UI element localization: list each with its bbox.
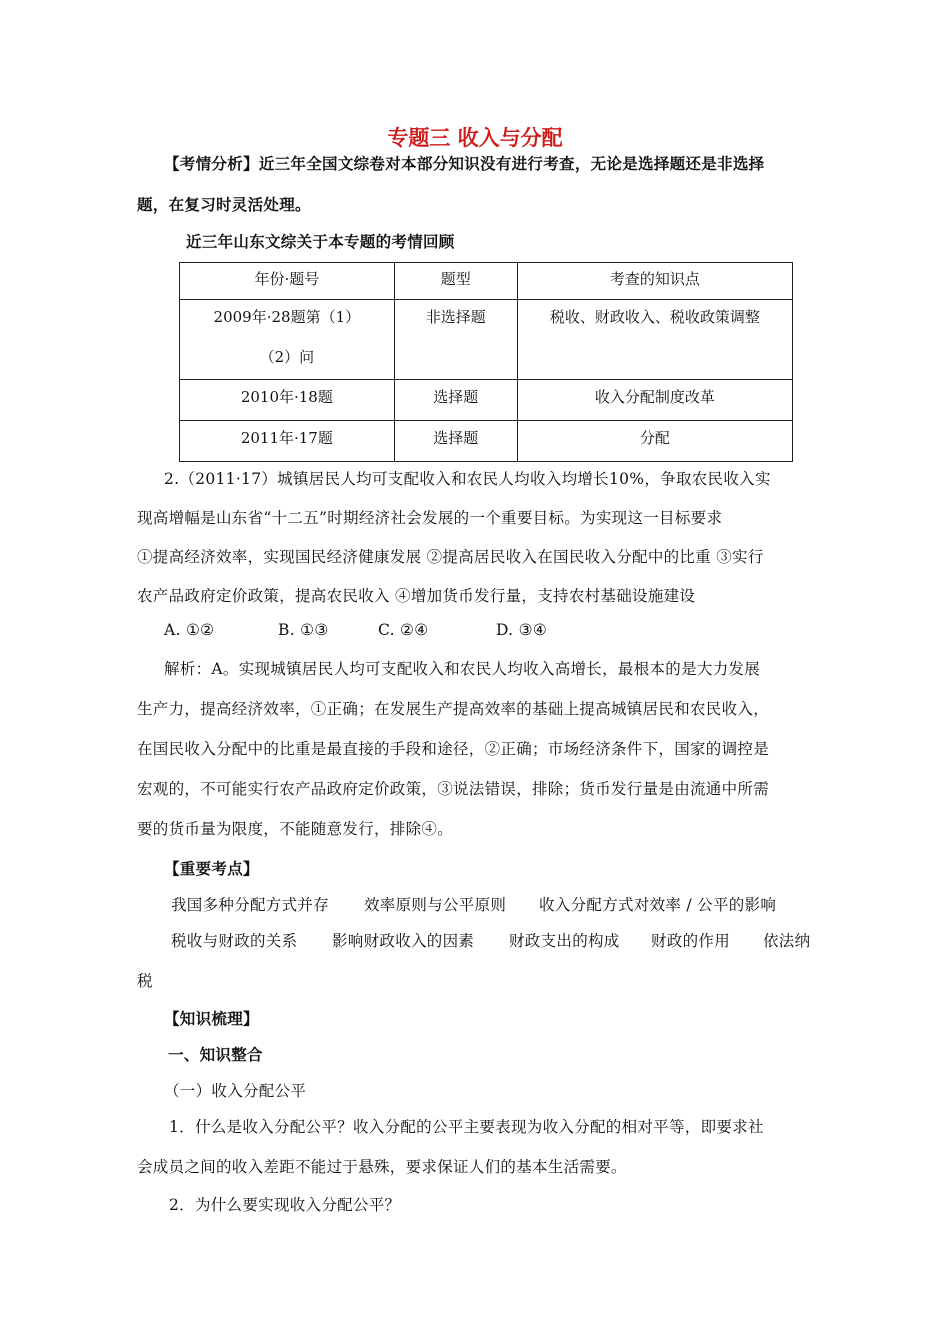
key-point: 依法纳 (763, 932, 811, 950)
explanation-line: 在国民收入分配中的比重是最直接的手段和途径，②正确；市场经济条件下，国家的调控是 (137, 740, 770, 758)
key-point: 效率原则与公平原则 (364, 896, 507, 914)
option-c: C. ②④ (378, 621, 429, 639)
subsection-heading: （一）收入分配公平 (164, 1082, 307, 1100)
table-cell-type: 非选择题 (394, 300, 517, 380)
key-points-heading: 【重要考点】 (164, 859, 259, 878)
document-title: 专题三 收入与分配 (387, 125, 563, 150)
key-point: 财政支出的构成 (509, 932, 620, 950)
key-point: 影响财政收入的因素 (332, 932, 475, 950)
table-cell-point: 分配 (517, 421, 792, 462)
question-line: 农产品政府定价政策，提高农民收入 ④增加货币发行量，支持农村基础设施建设 (137, 587, 696, 605)
header-year: 年份·题号 (180, 263, 395, 300)
question-line: ①提高经济效率，实现国民经济健康发展 ②提高居民收入在国民收入分配中的比重 ③实行 (137, 548, 764, 566)
header-point: 考查的知识点 (517, 263, 792, 300)
table-row (180, 300, 793, 380)
knowledge-line: 1．什么是收入分配公平？收入分配的公平主要表现为收入分配的相对平等，即要求社 (169, 1118, 764, 1136)
table-cell-year (180, 300, 395, 380)
analysis-label: 【考情分析】 (164, 154, 259, 173)
table-cell-type: 选择题 (394, 421, 517, 462)
table-row (180, 380, 793, 421)
explanation-line: 要的货币量为限度，不能随意发行，排除④。 (137, 820, 454, 838)
explanation-line: 生产力，提高经济效率，①正确；在发展生产提高效率的基础上提高城镇居民和农民收入， (137, 700, 770, 718)
analysis-line-1: 近三年全国文综卷对本部分知识没有进行考查，无论是选择题还是非选择 (258, 154, 765, 173)
analysis-line-2: 题，在复习时灵活处理。 (137, 195, 311, 214)
key-point: 税收与财政的关系 (171, 932, 298, 950)
question-line: 现高增幅是山东省“十二五”时期经济社会发展的一个重要目标。为实现这一目标要求 (137, 509, 723, 527)
table-cell-point: 收入分配制度改革 (517, 380, 792, 421)
key-point-continuation: 税 (137, 972, 153, 990)
key-point: 我国多种分配方式并存 (171, 896, 330, 914)
table-cell-year: 2010年·18题 (180, 380, 395, 421)
header-type: 题型 (394, 263, 517, 300)
table-header-row (180, 263, 793, 300)
year-line: （2）问 (259, 348, 315, 366)
option-d: D. ③④ (496, 621, 548, 639)
knowledge-heading: 【知识梳理】 (164, 1009, 259, 1028)
option-a: A. ①② (164, 621, 215, 639)
key-point: 收入分配方式对效率 / 公平的影响 (539, 896, 777, 914)
explanation-line: 解析：A。实现城镇居民人均可支配收入和农民人均收入高增长，最根本的是大力发展 (164, 660, 761, 678)
knowledge-line: 2．为什么要实现收入分配公平？ (169, 1196, 401, 1214)
exam-review-table (179, 262, 793, 462)
analysis-paragraph (164, 152, 764, 174)
question-line: 2.（2011·17）城镇居民人均可支配收入和农民人均收入均增长10%，争取农民收入实 (164, 470, 771, 488)
key-point: 财政的作用 (651, 932, 731, 950)
table-row (180, 421, 793, 462)
table-cell-point: 税收、财政收入、税收政策调整 (517, 300, 792, 380)
table-cell-type: 选择题 (394, 380, 517, 421)
table-cell-year: 2011年·17题 (180, 421, 395, 462)
explanation-line: 宏观的，不可能实行农产品政府定价政策，③说法错误，排除；货币发行量是由流通中所需 (137, 780, 770, 798)
year-line: 2009年·28题第（1） (213, 308, 361, 326)
table-caption: 近三年山东文综关于本专题的考情回顾 (186, 232, 455, 251)
option-b: B. ①③ (278, 621, 329, 639)
section-heading: 一、知识整合 (168, 1045, 263, 1064)
knowledge-line: 会成员之间的收入差距不能过于悬殊，要求保证人们的基本生活需要。 (137, 1158, 627, 1176)
